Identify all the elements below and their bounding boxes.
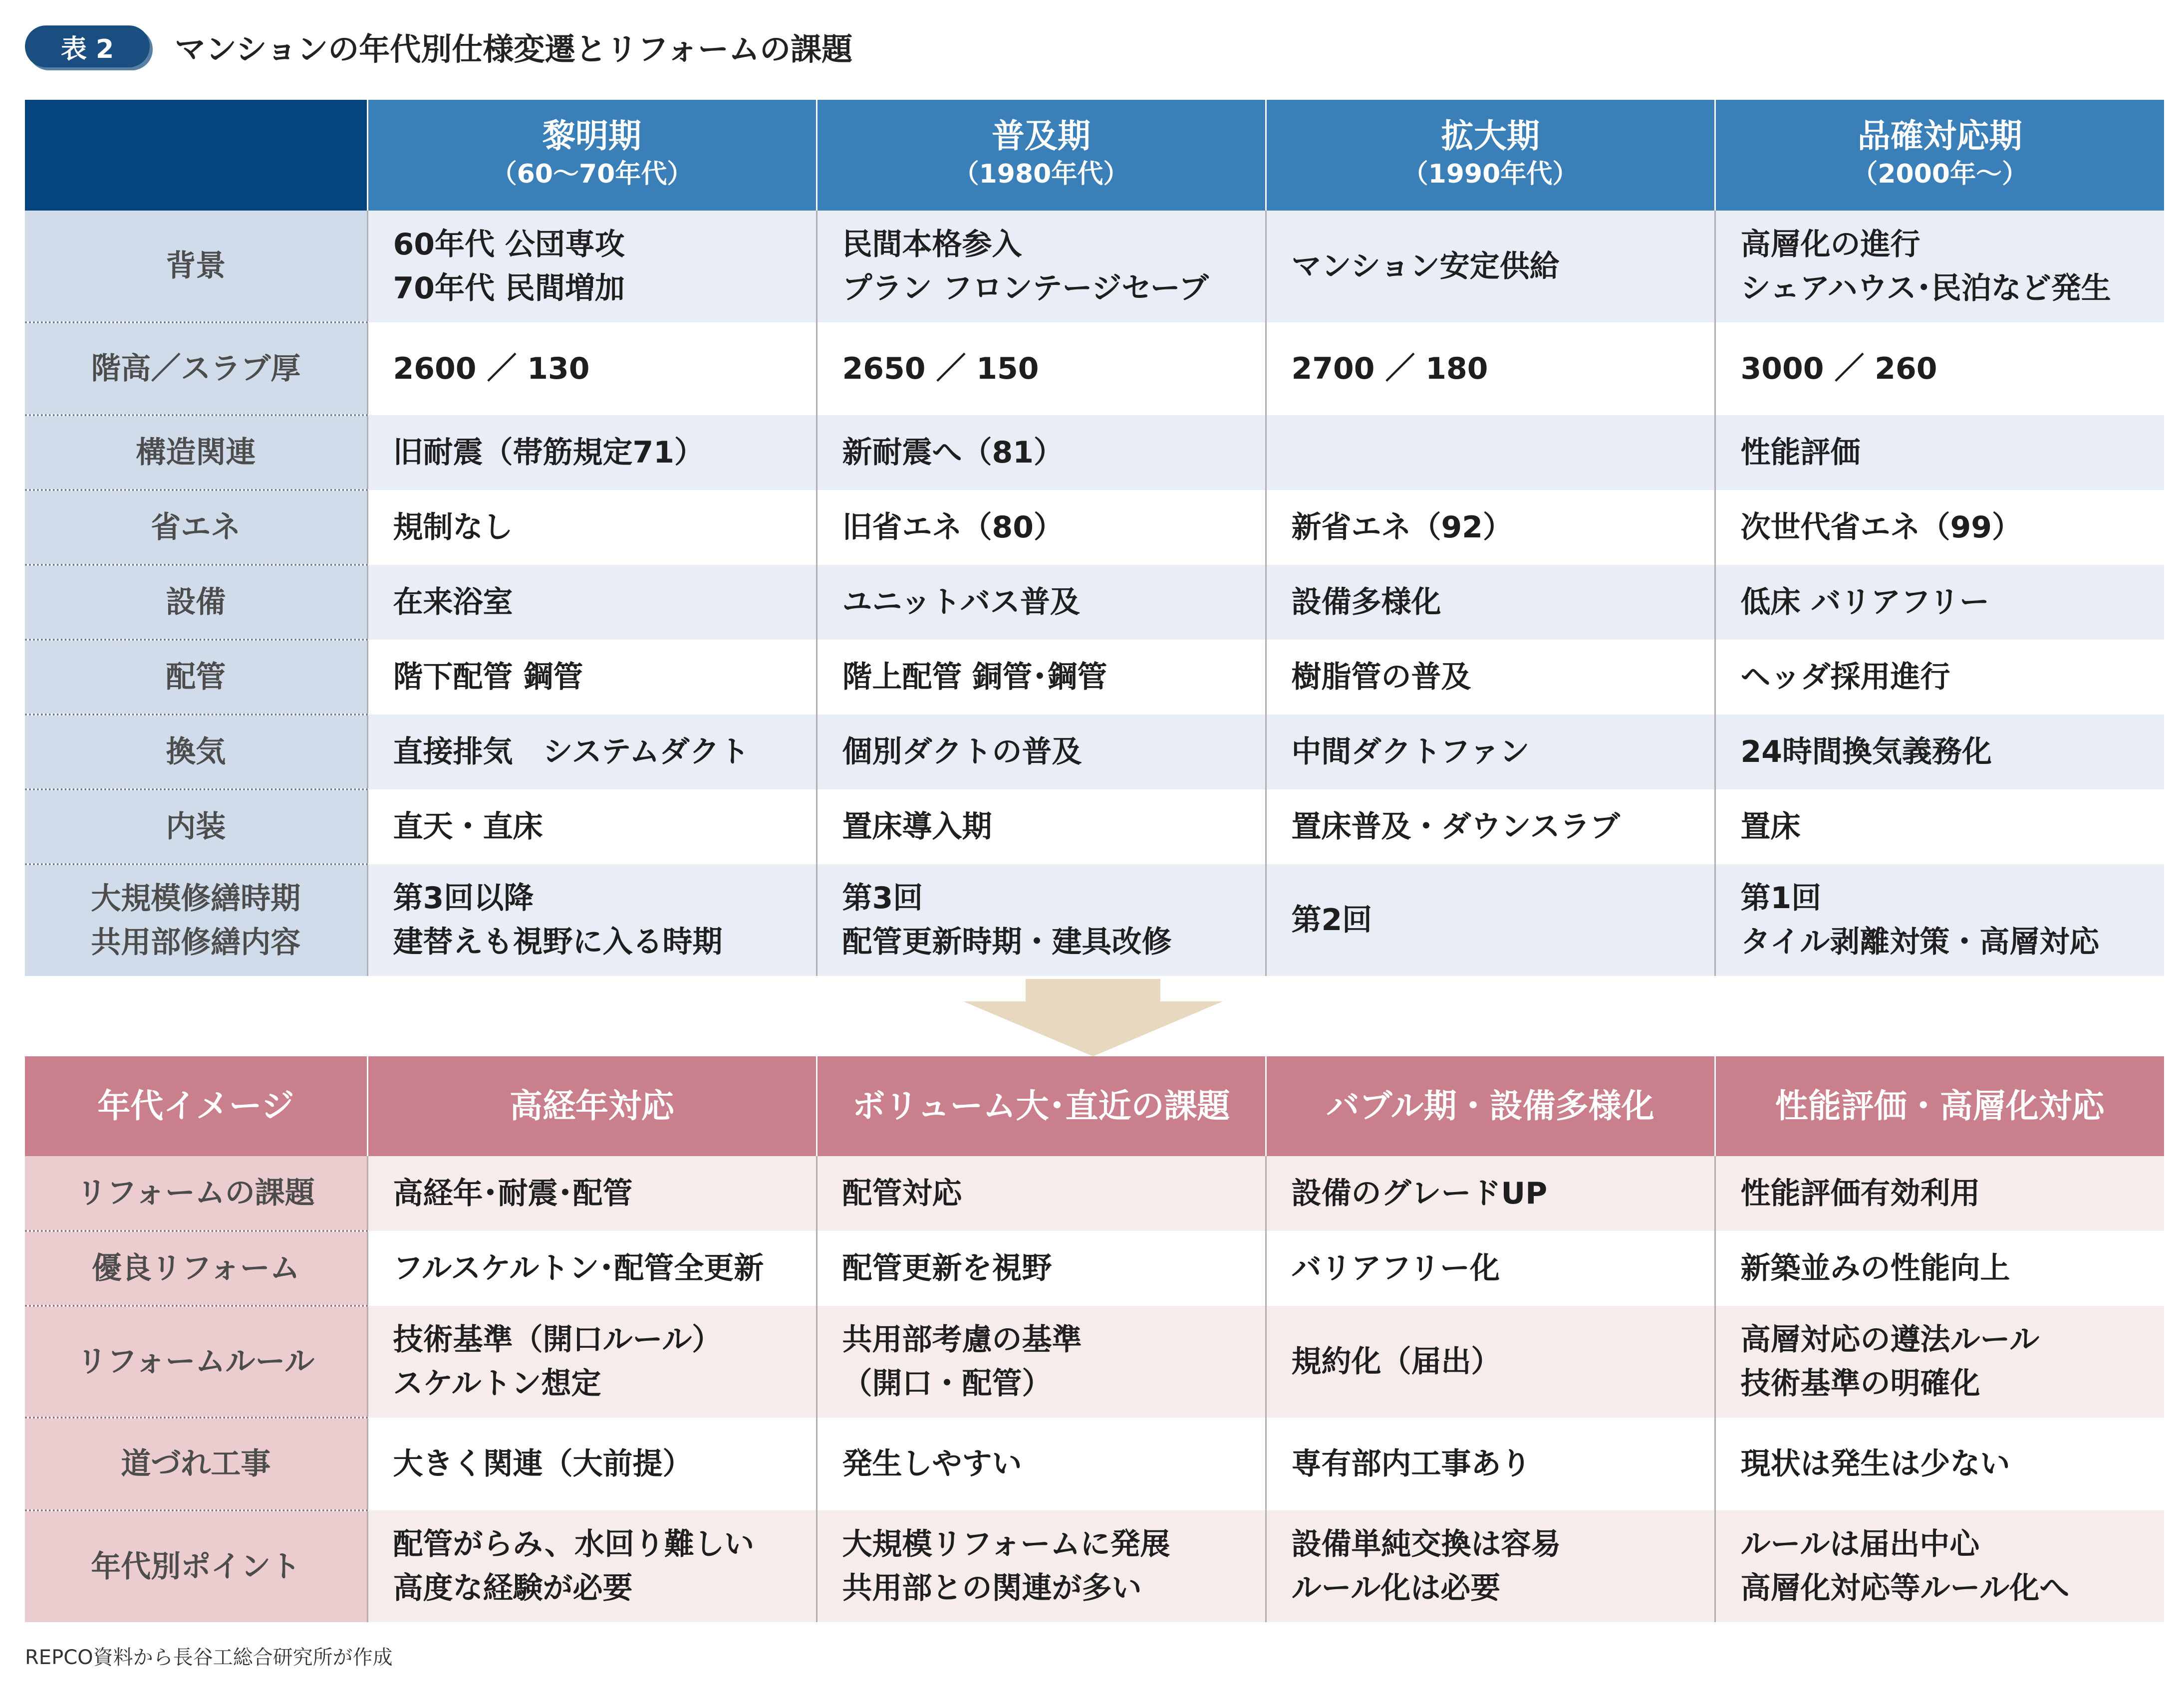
table-cell (367, 490, 817, 565)
cell-line: 発生しやすい (842, 1447, 1022, 1481)
table-cell (817, 1510, 1266, 1622)
cell-line: 新耐震へ（81） (842, 435, 1064, 470)
reform-table-body (25, 1156, 2164, 1622)
table-row (25, 640, 2164, 715)
header-theme-4: 性能評価・高層化対応 (1715, 1056, 2164, 1156)
table-cell (1715, 1418, 2164, 1510)
cell-line: 技術基準（開口ルール） (393, 1322, 722, 1357)
table-cell (1715, 715, 2164, 789)
page-title: マンションの年代別仕様変遷とリフォームの課題 (175, 30, 853, 67)
table-cell (367, 1418, 817, 1510)
cell-line: 性能評価 (1740, 435, 1861, 470)
table-cell (817, 1231, 1266, 1306)
table-cell (1266, 490, 1715, 565)
row-label-line: 道づれ工事 (121, 1447, 271, 1481)
table-cell (817, 789, 1266, 864)
table-cell (1266, 1418, 1715, 1510)
cell-line: プラン フロンテージセーブ (842, 271, 1209, 306)
cell-line: 高層化の進行 (1740, 227, 1920, 262)
table-cell (1715, 789, 2164, 864)
cell-line: 高経年･耐震･配管 (393, 1176, 633, 1211)
era-name: 普及期 (992, 117, 1091, 155)
table-cell (817, 864, 1266, 976)
table-cell (1266, 1510, 1715, 1622)
cell-line: 大規模リフォームに発展 (842, 1527, 1170, 1562)
cell-line: 民間本格参入 (842, 227, 1022, 262)
header-era-image: 年代イメージ (25, 1056, 367, 1156)
table-cell (1715, 1156, 2164, 1231)
cell-line: 直天・直床 (393, 809, 543, 844)
era-name: 品確対応期 (1857, 117, 2022, 155)
row-label-line: 優良リフォーム (91, 1251, 300, 1286)
cell-line: 共用部考慮の基準 (842, 1322, 1082, 1357)
row-label (25, 211, 367, 322)
cell-line: 24時間換気義務化 (1740, 734, 1992, 769)
table-cell (367, 1156, 817, 1231)
table-row (25, 1418, 2164, 1510)
table-cell (1715, 640, 2164, 715)
table-cell (817, 1156, 1266, 1231)
row-label (25, 1510, 367, 1622)
cell-line: 2700 ／ 180 (1291, 351, 1488, 386)
row-label (25, 1306, 367, 1418)
row-label (25, 864, 367, 976)
reform-issues-table (25, 1056, 2164, 1622)
cell-line: 70年代 民間増加 (393, 271, 625, 306)
cell-line: 置床普及・ダウンスラブ (1291, 809, 1620, 844)
table-cell (1266, 715, 1715, 789)
table-cell (817, 565, 1266, 640)
row-label (25, 1231, 367, 1306)
table-row (25, 864, 2164, 976)
cell-line: 配管対応 (842, 1176, 962, 1211)
row-label (25, 490, 367, 565)
row-label (25, 715, 367, 789)
table-cell (1266, 864, 1715, 976)
table-cell (817, 1418, 1266, 1510)
cell-line: スケルトン想定 (393, 1366, 601, 1401)
cell-line: ルール化は必要 (1291, 1571, 1501, 1606)
title-bar (25, 24, 852, 69)
row-label (25, 1418, 367, 1510)
table-cell (1715, 1231, 2164, 1306)
table-cell (817, 211, 1266, 322)
table-cell (1266, 211, 1715, 322)
era-period: （2000年～） (1852, 159, 2028, 189)
cell-line: 2650 ／ 150 (842, 351, 1039, 386)
row-label-line: 配管 (166, 660, 226, 695)
cell-line: ユニットバス普及 (842, 585, 1080, 620)
header-era-3 (1266, 100, 1715, 211)
table-row (25, 415, 2164, 490)
spec-header-row (25, 100, 2164, 211)
cell-line: 建替えも視野に入る時期 (393, 925, 723, 960)
table-cell (367, 864, 817, 976)
cell-line: 置床導入期 (842, 809, 992, 844)
cell-line: 旧耐震（帯筋規定71） (393, 435, 704, 470)
down-arrow-icon (963, 979, 1223, 1056)
table-row (25, 1156, 2164, 1231)
cell-line: 性能評価有効利用 (1740, 1176, 1980, 1211)
cell-line: ルールは届出中心 (1740, 1527, 1980, 1562)
table-row (25, 1306, 2164, 1418)
table-cell (367, 565, 817, 640)
table-cell (1715, 415, 2164, 490)
row-label-line: リフォームルール (77, 1344, 315, 1379)
source-note: REPCO資料から長谷工総合研究所が作成 (25, 1646, 393, 1669)
reform-header-row (25, 1056, 2164, 1156)
row-label (25, 789, 367, 864)
cell-line: 階上配管 銅管･鋼管 (842, 660, 1107, 695)
cell-line: 3000 ／ 260 (1740, 351, 1937, 386)
table-cell (1266, 565, 1715, 640)
table-cell (367, 1510, 817, 1622)
table-row (25, 789, 2164, 864)
cell-line: 配管更新時期・建具改修 (842, 925, 1172, 960)
cell-line: 配管更新を視野 (842, 1251, 1052, 1286)
row-label (25, 415, 367, 490)
cell-line: 旧省エネ（80） (842, 510, 1064, 545)
table-cell (1266, 789, 1715, 864)
header-corner-cell (25, 100, 367, 211)
table-cell (367, 715, 817, 789)
header-theme-2: ボリューム大･直近の課題 (817, 1056, 1266, 1156)
cell-line: 第3回以降 (393, 881, 534, 916)
table-cell (817, 640, 1266, 715)
cell-line: 2600 ／ 130 (393, 351, 590, 386)
table-cell (1266, 1306, 1715, 1418)
header-era-2 (817, 100, 1266, 211)
table-row (25, 1510, 2164, 1622)
table-cell (367, 1231, 817, 1306)
table-cell (1266, 322, 1715, 415)
table-cell (367, 789, 817, 864)
cell-line: 階下配管 鋼管 (393, 660, 583, 695)
table-cell (1715, 490, 2164, 565)
table-cell (1715, 1510, 2164, 1622)
table-cell (1715, 1306, 2164, 1418)
cell-line: 高度な経験が必要 (393, 1571, 633, 1606)
cell-line: 中間ダクトファン (1291, 734, 1530, 769)
table-cell (817, 322, 1266, 415)
cell-line: 配管がらみ、水回り難しい (393, 1527, 755, 1562)
cell-line: 新築並みの性能向上 (1740, 1251, 2010, 1286)
cell-line: 樹脂管の普及 (1291, 660, 1471, 695)
table-cell (1715, 322, 2164, 415)
cell-line: 大きく関連（大前提） (393, 1447, 693, 1481)
row-label-line: 年代別ポイント (91, 1549, 301, 1584)
era-period: （1990年代） (1402, 159, 1579, 189)
cell-line: 規約化（届出） (1291, 1344, 1501, 1379)
header-era-1 (367, 100, 817, 211)
row-label (25, 322, 367, 415)
table-cell (1715, 211, 2164, 322)
row-label-line: 省エネ (151, 510, 241, 545)
table-row (25, 1231, 2164, 1306)
table-cell (367, 640, 817, 715)
table-cell (367, 322, 817, 415)
era-name: 拡大期 (1441, 117, 1540, 155)
cell-line: 高層化対応等ルール化へ (1740, 1571, 2070, 1606)
header-theme-3: バブル期・設備多様化 (1266, 1056, 1715, 1156)
cell-line: 新省エネ（92） (1291, 510, 1513, 545)
cell-line: 技術基準の明確化 (1740, 1366, 1980, 1401)
cell-line: 設備単純交換は容易 (1291, 1527, 1561, 1562)
cell-line: 規制なし (393, 510, 513, 545)
era-period: （1980年代） (953, 159, 1129, 189)
cell-line: 第1回 (1740, 881, 1822, 916)
table-row (25, 211, 2164, 322)
cell-line: 直接排気 システムダクト (393, 734, 750, 769)
table-number-badge: 表 2 (25, 25, 150, 67)
header-theme-1: 高経年対応 (367, 1056, 817, 1156)
row-label-line: 内装 (166, 809, 226, 844)
cell-line: 設備のグレードUP (1291, 1176, 1548, 1211)
table-cell (1266, 640, 1715, 715)
row-label-line: 背景 (166, 248, 226, 283)
cell-line: 共用部との関連が多い (842, 1571, 1142, 1606)
row-label (25, 1156, 367, 1231)
cell-line: 設備多様化 (1291, 585, 1441, 620)
spec-table-body (25, 211, 2164, 976)
row-label-line: 階高／スラブ厚 (91, 351, 301, 386)
table-cell (367, 415, 817, 490)
cell-line: シェアハウス･民泊など発生 (1740, 271, 2111, 306)
row-label-line: 大規模修繕時期 (91, 881, 301, 916)
cell-line: 次世代省エネ（99） (1740, 510, 2022, 545)
spec-history-table (25, 100, 2164, 976)
table-cell (1715, 565, 2164, 640)
cell-line: 第2回 (1291, 903, 1372, 938)
cell-line: ヘッダ採用進行 (1740, 660, 1950, 695)
cell-line: フルスケルトン･配管全更新 (393, 1251, 764, 1286)
cell-line: マンション安定供給 (1291, 249, 1560, 284)
cell-line: 置床 (1740, 809, 1801, 844)
table-row (25, 490, 2164, 565)
cell-line: （開口・配管） (842, 1366, 1052, 1401)
cell-line: 60年代 公団専攻 (393, 227, 625, 262)
table-cell (817, 1306, 1266, 1418)
cell-line: 低床 バリアフリー (1740, 585, 1989, 620)
cell-line: 現状は発生は少ない (1740, 1447, 2010, 1481)
table-row (25, 715, 2164, 789)
table-cell (817, 715, 1266, 789)
cell-line: 個別ダクトの普及 (842, 734, 1082, 769)
row-label (25, 565, 367, 640)
row-label-line: 共用部修繕内容 (91, 925, 301, 960)
row-label-line: 設備 (166, 585, 226, 620)
header-era-4 (1715, 100, 2164, 211)
row-label-line: リフォームの課題 (76, 1176, 315, 1210)
cell-line: 高層対応の遵法ルール (1740, 1322, 2040, 1357)
cell-line: バリアフリー化 (1291, 1251, 1500, 1286)
cell-line: 在来浴室 (393, 585, 513, 620)
cell-line: タイル剥離対策・高層対応 (1740, 925, 2100, 960)
table-cell (1715, 864, 2164, 976)
table-cell (817, 415, 1266, 490)
table-row (25, 322, 2164, 415)
era-period: （60～70年代） (491, 159, 693, 189)
table-cell (1266, 1156, 1715, 1231)
table-row (25, 565, 2164, 640)
table-cell (1266, 415, 1715, 490)
table-cell (367, 211, 817, 322)
era-name: 黎明期 (543, 117, 641, 155)
row-label-line: 構造関連 (136, 435, 256, 470)
cell-line: 第3回 (842, 881, 923, 916)
row-label (25, 640, 367, 715)
table-cell (1266, 1231, 1715, 1306)
cell-line: 専有部内工事あり (1291, 1447, 1531, 1481)
table-cell (817, 490, 1266, 565)
table-cell (367, 1306, 817, 1418)
row-label-line: 換気 (166, 734, 226, 769)
